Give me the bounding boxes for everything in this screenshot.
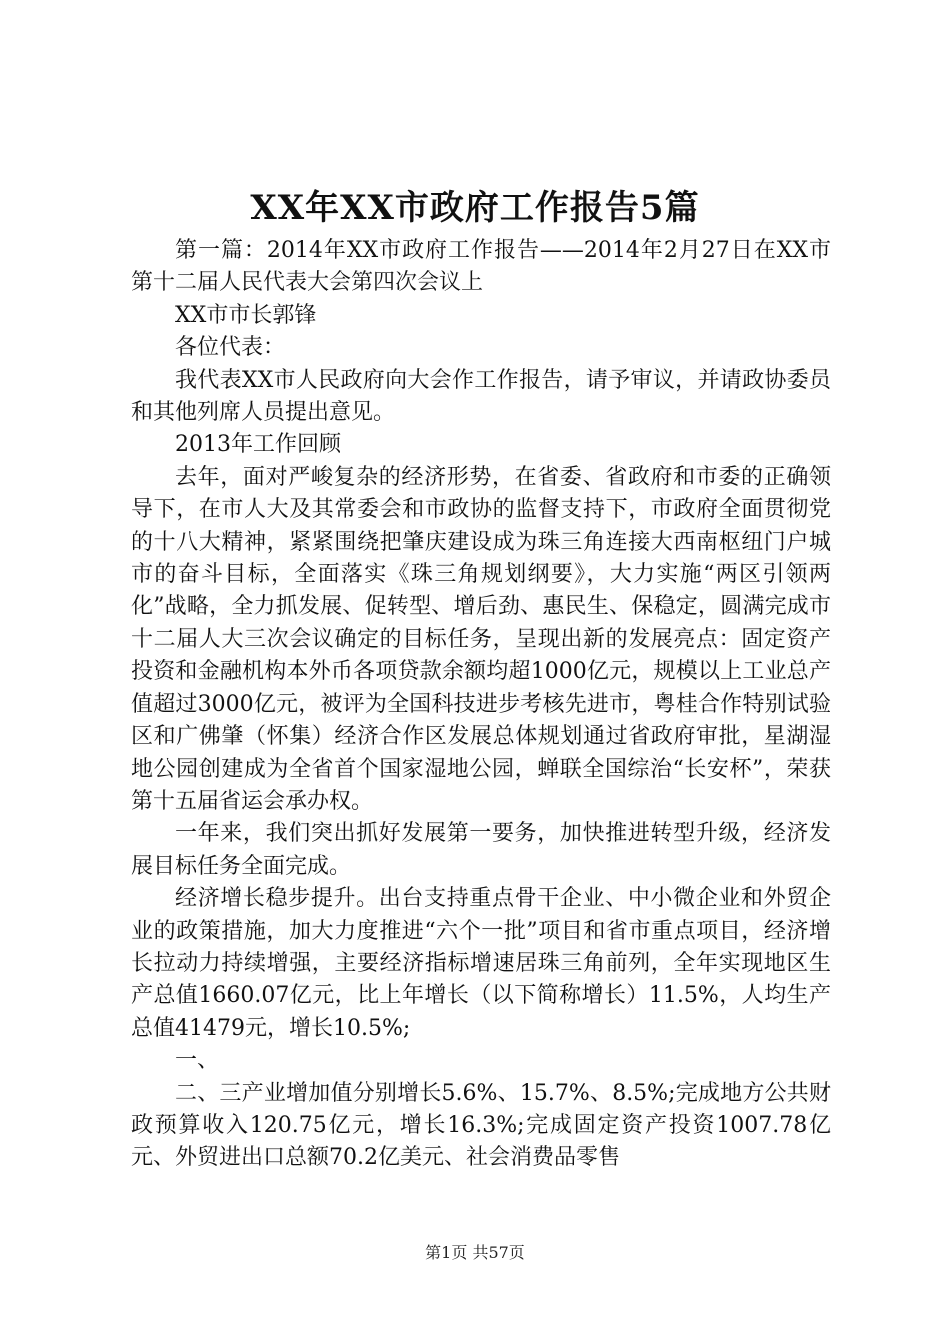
paragraph: 第一篇：2014年XX市政府工作报告——2014年2月27日在XX市第十二届人民代表大会第四次会议上 [131,238,831,296]
paragraph: 2013年工作回顾 [175,432,341,458]
document-title: XX年XX市政府工作报告5篇 [250,188,700,228]
paragraph: 一、 [175,1048,220,1074]
paragraph: 经济增长稳步提升。出台支持重点骨干企业、中小微企业和外贸企业的政策措施，加大力度推进“六个一批”项目和省市重点项目，经济增长拉动力持续增强，主要经济指标增速居珠三角前列，全年实现地区生产总值1660.07亿元，比上年增长（以下简称增长）11.5%，人均生产总值41479元，增长10.5%; [131,886,831,1041]
paragraph: 二、三产业增加值分别增长5.6%、15.7%、8.5%;完成地方公共财政预算收入120.75亿元，增长16.3%;完成固定资产投资1007.78亿元、外贸进出口总额70.2亿美元、社会消费品零售 [131,1080,831,1171]
paragraph: 去年，面对严峻复杂的经济形势，在省委、省政府和市委的正确领导下，在市人大及其常委会和市政协的监督支持下，市政府全面贯彻党的十八大精神，紧紧围绕把肇庆建设成为珠三角连接大西南枢纽门户城市的奋斗目标，全面落实《珠三角规划纲要》，大力实施“两区引领两化”战略，全力抓发展、促转型、增后劲、惠民生、保稳定，圆满完成市十二届人大三次会议确定的目标任务，呈现出新的发展亮点：固定资产投资和金融机构本外币各项贷款余额均超1000亿元，规模以上工业总产值超过3000亿元，被评为全国科技进步考核先进市，粤桂合作特别试验区和广佛肇（怀集）经济合作区发展总体规划通过省政府审批，星湖湿地公园创建成为全省首个国家湿地公园，蝉联全国综治“长安杯”，荣获第十五届省运会承办权。 [131,464,831,814]
paragraph: 各位代表： [175,335,286,361]
document-body [131,235,831,1175]
paragraph: 我代表XX市人民政府向大会作工作报告，请予审议，并请政协委员和其他列席人员提出意见。 [131,367,831,426]
page-footer: 第1页 共57页 [425,1243,525,1262]
paragraph: 一年来，我们突出抓好发展第一要务，加快推进转型升级，经济发展目标任务全面完成。 [131,821,831,879]
paragraph: XX市市长郭锋 [175,302,317,328]
